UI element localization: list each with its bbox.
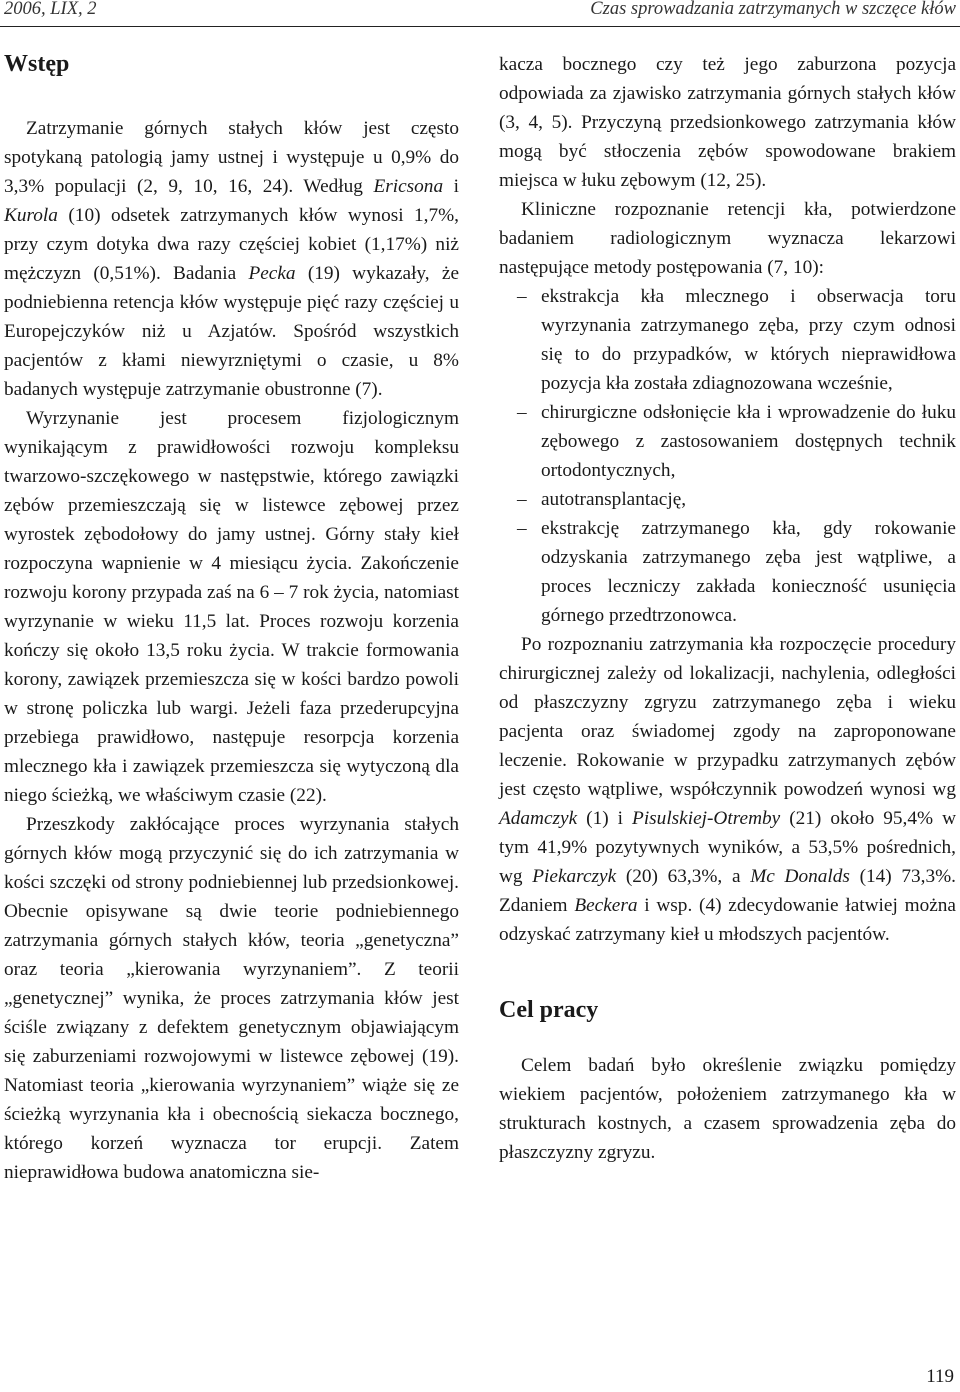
dash-bullet: – xyxy=(517,402,527,423)
paragraph-eruption: Wyrzynanie jest procesem fizjologicznym wynikającym z prawidłowości rozwoju kompleksu twarzowo-szczękowego w następstwie, którego zawiązki zębów przemieszczają się w listewce zębowej przez wyrostek zębodołowy do jamy ustnej. Górny stały kieł rozpoczyna wapnienie w 4 miesiącu życia. Zakończenie rozwoju korony przypada zaś na 6 – 7 rok życia, natomiast wyrzynanie w wieku 11,5 lat. Proces rozwoju korzenia kończy się około 13,5 roku życia. W trakcie formowania korony, zawiązek przemieszcza się w kości bardzo powoli w stronę policzka lub wargi. Jeżeli faza przederupcyjna przebiega prawidłowo, następuje resorpcja korzenia mlecznego kła i zawiązek przemieszcza się wytyczoną dla niego ścieżką, we właściwym czasie (22). xyxy=(4,408,459,806)
running-header-right: Czas sprowadzania zatrzymanych w szczęce kłów xyxy=(590,0,956,19)
paragraph-text: (19) wykazały, że podniebienna retencja kłów występuje pięć razy częściej u Europejczyków niż u Azjatów. Spośród wszystkich pacjentów z kłami niewyrzniętymi o czasie, u 8% badanych występuje zatrzymanie obustronne (7). xyxy=(4,263,459,400)
paragraph-prevalence xyxy=(4,114,459,404)
paragraph-text: (1) i xyxy=(577,808,633,829)
list-item xyxy=(499,485,956,514)
list-item-text: autotransplantację, xyxy=(541,489,687,510)
paragraph-diagnosis: Kliniczne rozpoznanie retencji kła, potwierdzone badaniem radiologicznym wyznacza lekarzowi następujące metody postępowania (7, 10): xyxy=(499,199,956,278)
section-heading-aim: Cel pracy xyxy=(499,997,599,1023)
list-item xyxy=(499,514,956,630)
paragraph-text: i xyxy=(443,176,459,197)
list-item-text: chirurgiczne odsłonięcie kła i wprowadzenie do łuku zębowego z zastosowaniem dostępnych technik ortodontycznych, xyxy=(541,402,956,481)
paragraph-theories: Przeszkody zakłócające proces wyrzynania stałych górnych kłów mogą przyczynić się do ich zatrzymania w kości szczęki od strony podniebiennej lub przedsionkowej. Obecnie opisywane są dwie teorie podniebiennego zatrzymania górnych stałych kłów, teoria „genetyczna” oraz teoria „kierowania wyrzynaniem”. Z teorii „genetycznej” wynika, że proces zatrzymania kłów jest ściśle związany z defektem genetycznym objawiającym się zaburzeniami rozwojowymi w listewce zębowej (19). Natomiast teoria „kierowania wyrzynaniem” wiąże się ze ścieżką wyrzynania kła i obecnością siekacza bocznego, którego korzeń wyznacza tor erupcji. Zatem nieprawidłowa budowa anatomiczna sie- xyxy=(4,814,459,1183)
paragraph-text: i wsp. (4) zdecydowanie łatwiej można odzyskać zatrzymany kieł u młodszych pacjentów. xyxy=(499,895,956,945)
right-column xyxy=(499,50,956,1167)
dash-bullet: – xyxy=(517,286,527,307)
list-item xyxy=(499,398,956,485)
author-name: Pecka xyxy=(248,263,296,284)
author-name: Beckera xyxy=(574,895,638,916)
author-name: Ericsona xyxy=(373,176,444,197)
list-item-text: ekstrakcja kła mlecznego i obserwacja toru wyrzynania zatrzymanego zęba, przy czym odnosi się to do przypadków, w których nieprawidłowa pozycja kła została zdiagnozowana wcześnie, xyxy=(541,286,956,394)
list-item-text: ekstrakcję zatrzymanego kła, gdy rokowanie odzyskania zatrzymanego zęba jest wątpliwe, a proces leczniczy zakłada konieczność usunięcia górnego przedtrzonowca. xyxy=(541,518,956,626)
author-name: Mc Donalds xyxy=(750,866,850,887)
dash-bullet: – xyxy=(517,489,527,510)
dash-bullet: – xyxy=(517,518,527,539)
paragraph-prognosis xyxy=(499,630,956,949)
header-rule xyxy=(0,26,960,27)
author-name: Kurola xyxy=(4,205,58,226)
treatment-methods-list xyxy=(499,282,956,630)
paragraph-text: Zatrzymanie górnych stałych kłów jest często spotykaną patologią jamy ustnej i występuje u 0,9% do 3,3% populacji (2, 9, 10, 16, 24). Według xyxy=(4,118,459,197)
paragraph-text: (21) około 95,4% w tym 41,9% pozytywnych wyników, a 53,5% pośrednich, wg xyxy=(499,808,956,887)
author-name: Piekarczyk xyxy=(532,866,617,887)
author-name: Pisulskiej-Otremby xyxy=(632,808,781,829)
page-number: 119 xyxy=(926,1366,954,1387)
paragraph-text: (14) 73,3%. Zdaniem xyxy=(499,866,957,916)
paragraph-continuation: kacza bocznego czy też jego zaburzona pozycja odpowiada za zjawisko zatrzymania górnych stałych kłów (3, 4, 5). Przyczyną przedsionkowego zatrzymania kłów mogą być stłoczenia zębów spowodowane brakiem miejsca w łuku zębowym (12, 25). xyxy=(499,54,956,191)
paragraph-text: (20) 63,3%, a xyxy=(616,866,751,887)
left-column xyxy=(4,50,459,1187)
running-header-left: 2006, LIX, 2 xyxy=(4,0,97,19)
section-heading-introduction: Wstęp xyxy=(4,51,70,77)
paragraph-text: (10) odsetek zatrzymanych kłów wynosi 1,7%, przy czym dotyka dwa razy częściej kobiet (1,17%) niż mężczyzn (0,51%). Badania xyxy=(4,205,459,284)
paragraph-aim: Celem badań było określenie związku pomiędzy wiekiem pacjentów, położeniem zatrzymanego kła w strukturach kostnych, a czasem sprowadzenia zęba do płaszczyzny zgryzu. xyxy=(499,1055,956,1163)
list-item xyxy=(499,282,956,398)
paragraph-text: Po rozpoznaniu zatrzymania kła rozpoczęcie procedury chirurgicznej zależy od lokalizacji, nachylenia, odległości od płaszczyzny zgryzu zatrzymanego zęba i wieku pacjenta oraz świadomej zgody na zaproponowane leczenie. Rokowanie w przypadku zatrzymanych zębów jest często wątpliwe, współczynnik powodzeń wynosi wg xyxy=(499,634,956,800)
author-name: Adamczyk xyxy=(499,808,578,829)
